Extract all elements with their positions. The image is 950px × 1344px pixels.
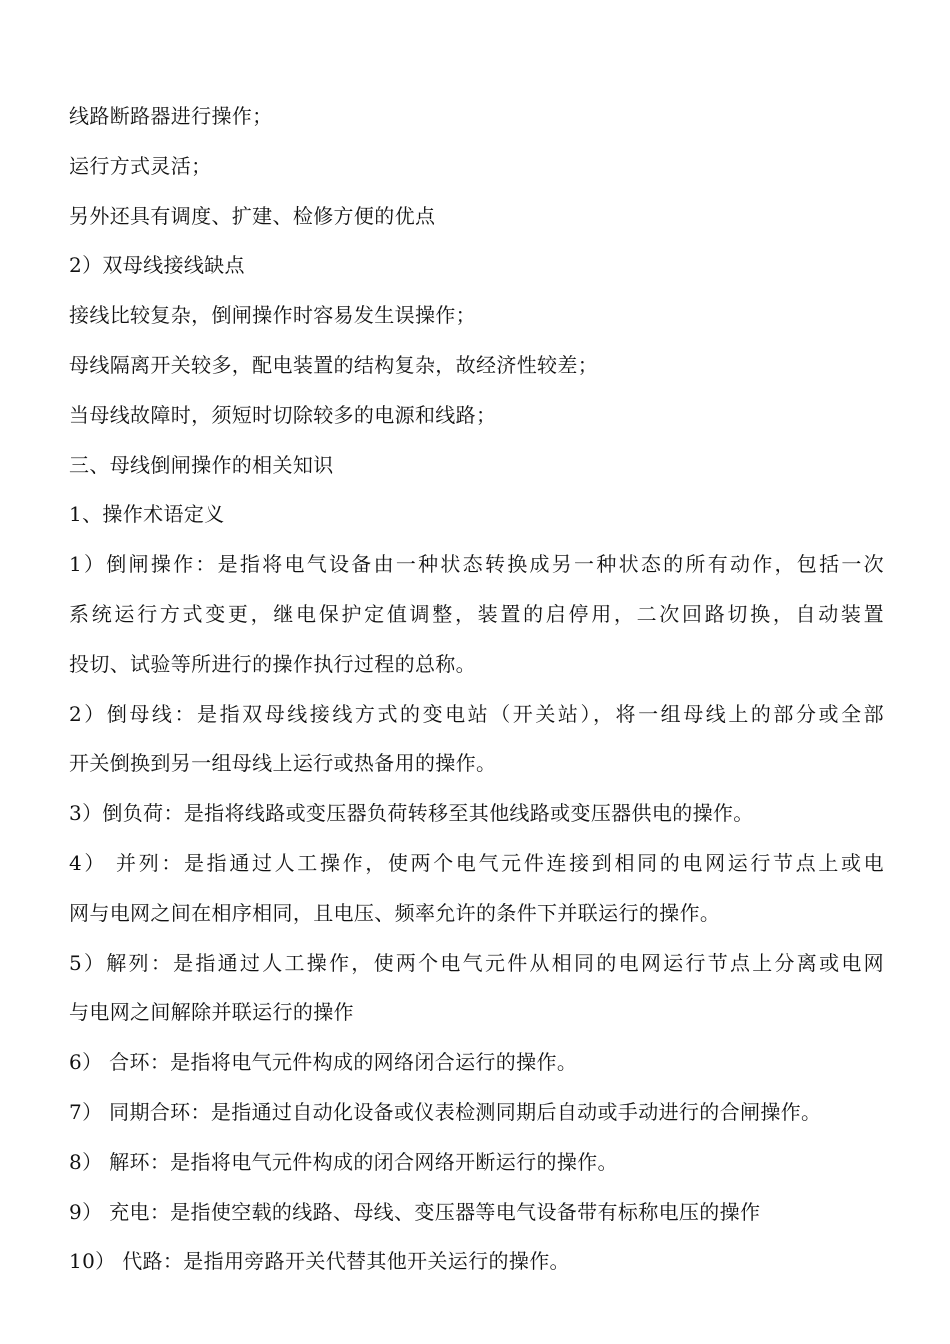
paragraph-line: 7） 同期合环：是指通过自动化设备或仪表检测同期后自动或手动进行的合闸操作。 bbox=[69, 1099, 822, 1124]
paragraph-line: 开关倒换到另一组母线上运行或热备用的操作。 bbox=[69, 751, 497, 776]
paragraph-line: 8） 解环：是指将电气元件构成的闭合网络开断运行的操作。 bbox=[69, 1149, 618, 1174]
text-line: 运行方式灵活； bbox=[69, 153, 212, 178]
list-heading: 2）双母线接线缺点 bbox=[69, 253, 245, 278]
paragraph-line: 系统运行方式变更，继电保护定值调整，装置的启停用，二次回路切换，自动装置 bbox=[69, 601, 884, 626]
paragraph-line: 5）解列：是指通过人工操作，使两个电气元件从相同的电网运行节点上分离或电网 bbox=[69, 950, 884, 975]
paragraph-line: 1）倒闸操作：是指将电气设备由一种状态转换成另一种状态的所有动作，包括一次 bbox=[69, 552, 884, 577]
text-line: 母线隔离开关较多，配电装置的结构复杂，故经济性较差； bbox=[69, 352, 599, 377]
text-line: 接线比较复杂，倒闸操作时容易发生误操作； bbox=[69, 303, 476, 328]
paragraph-line: 4） 并列：是指通过人工操作，使两个电气元件连接到相同的电网运行节点上或电 bbox=[69, 850, 884, 875]
paragraph-line: 2）倒母线：是指双母线接线方式的变电站（开关站），将一组母线上的部分或全部 bbox=[69, 701, 884, 726]
paragraph-line: 网与电网之间在相序相同，且电压、频率允许的条件下并联运行的操作。 bbox=[69, 900, 721, 925]
text-line: 线路断路器进行操作； bbox=[69, 104, 273, 128]
paragraph-line: 与电网之间解除并联运行的操作 bbox=[69, 1000, 354, 1025]
paragraph-line: 10） 代路：是指用旁路开关代替其他开关运行的操作。 bbox=[69, 1249, 570, 1274]
text-line: 另外还具有调度、扩建、检修方便的优点 bbox=[69, 203, 436, 228]
subsection-heading: 1、操作术语定义 bbox=[69, 502, 225, 527]
document-body bbox=[69, 92, 884, 1287]
paragraph-line: 投切、试验等所进行的操作执行过程的总称。 bbox=[69, 651, 476, 676]
text-line: 当母线故障时，须短时切除较多的电源和线路； bbox=[69, 402, 497, 427]
paragraph-line: 6） 合环：是指将电气元件构成的网络闭合运行的操作。 bbox=[69, 1050, 578, 1075]
paragraph-line: 3）倒负荷：是指将线路或变压器负荷转移至其他线路或变压器供电的操作。 bbox=[69, 801, 754, 826]
section-heading: 三、母线倒闸操作的相关知识 bbox=[69, 452, 334, 477]
paragraph-line: 9） 充电：是指使空载的线路、母线、变压器等电气设备带有标称电压的操作 bbox=[69, 1199, 761, 1224]
